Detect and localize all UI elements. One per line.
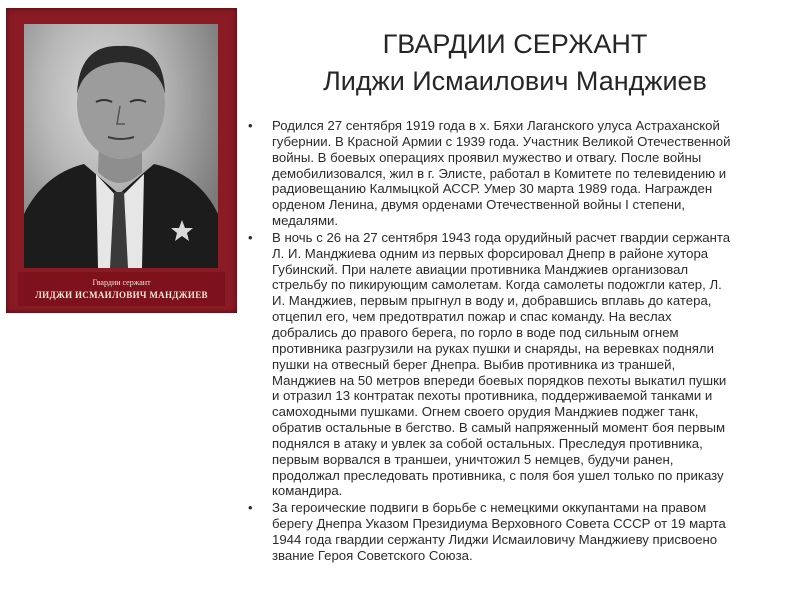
- caption-name: ЛИДЖИ ИСМАИЛОВИЧ МАНДЖИЕВ: [35, 290, 208, 300]
- title-rank: ГВАРДИИ СЕРЖАНТ: [382, 29, 648, 59]
- list-item: [245, 500, 735, 563]
- portrait-photo: [24, 24, 218, 268]
- portrait-caption: [18, 272, 225, 306]
- bullet-icon: •: [248, 500, 253, 516]
- portrait-figure: [24, 24, 218, 268]
- bullet-icon: •: [248, 229, 253, 245]
- paragraph-birth: Родился 27 сентября 1919 года в х. Бяхи Лаганского улуса Астраханской губернии. В Красной Армии с 1939 года. Участник Великой Отечественной войны. В боевых операциях проявил мужество и отвагу. После войны демобилизовался, жил в г. Элисте, работал в Комитете по телевидению и радиовещанию Калмыцкой АССР. Умер 30 марта 1989 года. Награжден орденом Ленина, двумя орденами Отечественной войны I степени, медалями.: [272, 118, 731, 229]
- title-name: Лиджи Исмаилович Манджиев: [323, 66, 707, 96]
- slide-title: [240, 26, 790, 100]
- biography-list: [245, 118, 735, 564]
- biography-text: [245, 118, 735, 565]
- list-item: [245, 230, 735, 499]
- paragraph-dnieper: В ночь с 26 на 27 сентября 1943 года орудийный расчет гвардии сержанта Л. И. Манджиева одним из первых форсировал Днепр в районе хутора Губинский. При налете авиации противника Манджиев организовал стрельбу по пикирующим самолетам. Когда самолеты подожгли катер, Л. И. Манджиев, первым прыгнул в воду и, добравшись вплавь до катера, отцепил его, чем предотвратил пожар и спас команду. На веслах добрались до правого берега, по горло в воде под сильным огнем противника разгрузили на руках пушки и снаряды, на веревках подняли пушки на отвесный берег Днепра. Выбив противника из траншей, Манджиев на 50 метров впереди боевых порядков пехоты выкатил пушки и отразил 13 контратак пехоты противника, поддерживаемой танками и самоходными пушками. Огнем своего орудия Манджиев поджег танк, обратив остальные в бегство. В самый напряженный момент боя первым поднялся в атаку и увлек за собой остальных. Преследуя противника, первым ворвался в траншеи, уничтожил 5 немцев, будучи ранен, продолжал преследовать противника, с поля боя ушел только по приказу командира.: [272, 229, 731, 499]
- list-item: [245, 118, 735, 229]
- bullet-icon: •: [248, 118, 253, 133]
- caption-rank: Гвардии сержант: [92, 278, 151, 287]
- paragraph-award: За героические подвиги в борьбе с немецкими оккупантами на правом берегу Днепра Указом Президиума Верховного Совета СССР от 19 марта 1944 года гвардии сержанту Лиджи Исмаиловичу Манджиеву присвоено звание Героя Советского Союза.: [272, 500, 726, 563]
- portrait-frame: [6, 8, 237, 313]
